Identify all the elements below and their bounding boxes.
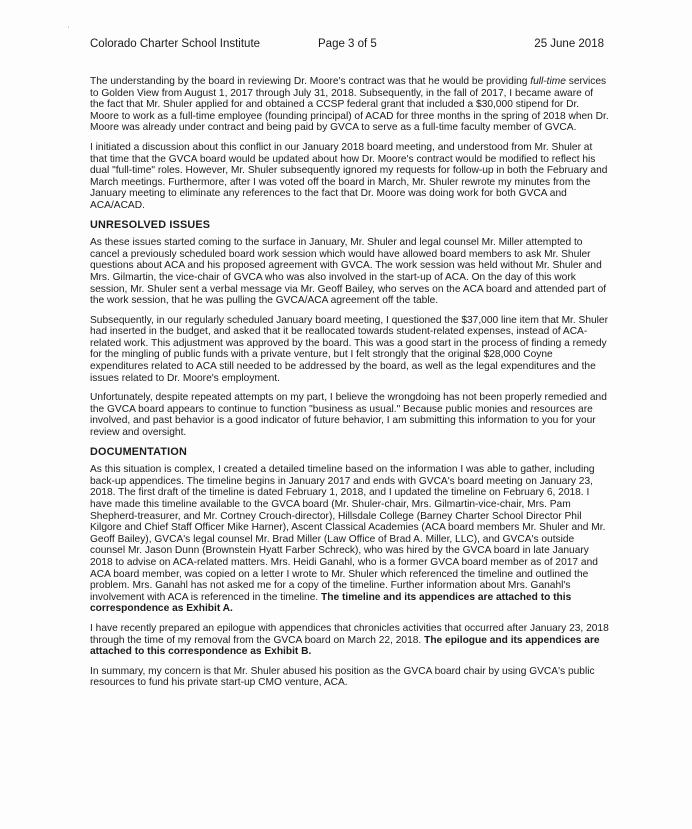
paragraph-unfortunately: Unfortunately, despite repeated attempts on my part, I believe the wrongdoing has not been properly remedied and the GVCA board appears to continue to function "business as usual." Because public monies and resources are involved, and past behavior is a good indicator of future behavior, I am submitting this information to you for your review and oversight. (90, 392, 607, 439)
document-body (90, 76, 610, 697)
heading-unresolved-issues: UNRESOLVED ISSUES (90, 218, 211, 231)
full-time-emphasis: full-time (530, 76, 566, 87)
paragraph-timeline (90, 464, 610, 615)
paragraph-contract-text-1: The understanding by the board in reviewing Dr. Moore's contract was that he would be providing (90, 76, 531, 87)
header-date: 25 June 2018 (534, 38, 604, 50)
exhibit-b-statement: The epilogue and its appendices are attached to this correspondence as Exhibit B. (90, 634, 600, 658)
paragraph-contract (90, 76, 610, 134)
paragraph-work-session: As these issues started coming to the surface in January, Mr. Shuler and legal counsel Mr. Miller attempted to cancel a previously scheduled board work session which would have allowed board members to ask Mr. Shuler questions about ACA and his proposed agreement with GVCA. The work session was held without Mr. Shuler and Mrs. Gilmartin, the vice-chair of GVCA who was also involved in the start-up of ACA. On the day of this work session, Mr. Shuler sent a verbal message via Mr. Geoff Bailey, who serves on the ACA board and attended part of the work session, that he was pulling the GVCA/ACA agreement off the table. (90, 237, 607, 307)
exhibit-a-statement: The timeline and its appendices are attached to this correspondence as Exhibit A. (90, 591, 572, 615)
paragraph-epilogue-text: I have recently prepared an epilogue with appendices that chronicles activities that occurred after January 23, 2018 through the time of my removal from the GVCA board on March 22, 2018. (90, 622, 609, 646)
page-header (90, 38, 604, 54)
header-page-number: Page 3 of 5 (318, 38, 377, 50)
paragraph-contract-text-2: services to Golden View from August 1, 2017 through July 31, 2018. Subsequently, in the fall of 2017, I became aware of the fact that Mr. Shuler applied for and obtained a CCSP federal grant that included a $30,000 stipend for Dr. Moore to work as a full-time employee (founding principal) of ACAD for three months in the spring of 2018 when Dr. Moore was already under contract and being paid by GVCA to serve as a full-time faculty member of GVCA. (90, 76, 609, 134)
header-organization: Colorado Charter School Institute (90, 38, 261, 50)
paragraph-summary: In summary, my concern is that Mr. Shuler abused his position as the GVCA board chair by using GVCA's public resources to fund his private start-up CMO venture, ACA. (90, 665, 595, 689)
paragraph-budget: Subsequently, in our regularly scheduled January board meeting, I questioned the $37,000 line item that Mr. Shuler had inserted in the budget, and asked that it be reallocated towards student-related expenses, instead of ACA-related work. This adjustment was approved by the board. This was a good start in the process of finding a remedy for the mingling of public funds with a private venture, but I felt strongly that the original $28,000 Coyne expenditures related to ACA still needed to be addressed by the board, as well as the legal expenditures and the issues related to Dr. Moore's employment. (90, 314, 608, 384)
stray-mark: ʼ (68, 27, 70, 33)
paragraph-timeline-text: As this situation is complex, I created a detailed timeline based on the information I was able to gather, including back-up appendices. The timeline begins in January 2017 and ends with GVCA's board meeting on January 23, 2018. The first draft of the timeline is dated February 1, 2018, and I updated the timeline on February 6, 2018. I have made this timeline available to the GVCA board (Mr. Shuler-chair, Mrs. Gilmartin-vice-chair, Mrs. Pam Shepherd-treasurer, and Mr. Cortney Crouch-director), Hillsdale College (Barney Charter School Director Phil Kilgore and Chief Staff Officer Mike Harner), Ascent Classical Academies (ACA board members Mr. Shuler and Mr. Geoff Bailey), GVCA's legal counsel Mr. Brad Miller (Law Office of Brad A. Miller, LLC), and GVCA's outside counsel Mr. Jason Dunn (Brownstein Hyatt Farber Schreck), who was hired by the GVCA board in late January 2018 to advise on ACA-related matters. Mrs. Heidi Ganahl, who is a former GVCA board member as of 2017 and ACA board member, was copied on a letter I wrote to Mr. Shuler which referenced the timeline and outlined the problem. Mrs. Ganahl has not asked me for a copy of the timeline. Further information about Mrs. Ganahl's involvement with ACA is referenced in the timeline. (90, 464, 606, 603)
heading-documentation: DOCUMENTATION (90, 445, 187, 458)
paragraph-epilogue (90, 623, 610, 658)
paragraph-conflict: I initiated a discussion about this conflict in our January 2018 board meeting, and understood from Mr. Shuler at that time that the GVCA board would be updated about how Dr. Moore's contract would be modified to reflect his dual "full-time" roles. However, Mr. Shuler subsequently ignored my requests for follow-up in both the February and March meetings. Furthermore, after I was voted off the board in March, Mr. Shuler rewrote my minutes from the January meeting to eliminate any references to the fact that Dr. Moore was doing work for both GVCA and ACA/ACAD. (90, 141, 608, 211)
